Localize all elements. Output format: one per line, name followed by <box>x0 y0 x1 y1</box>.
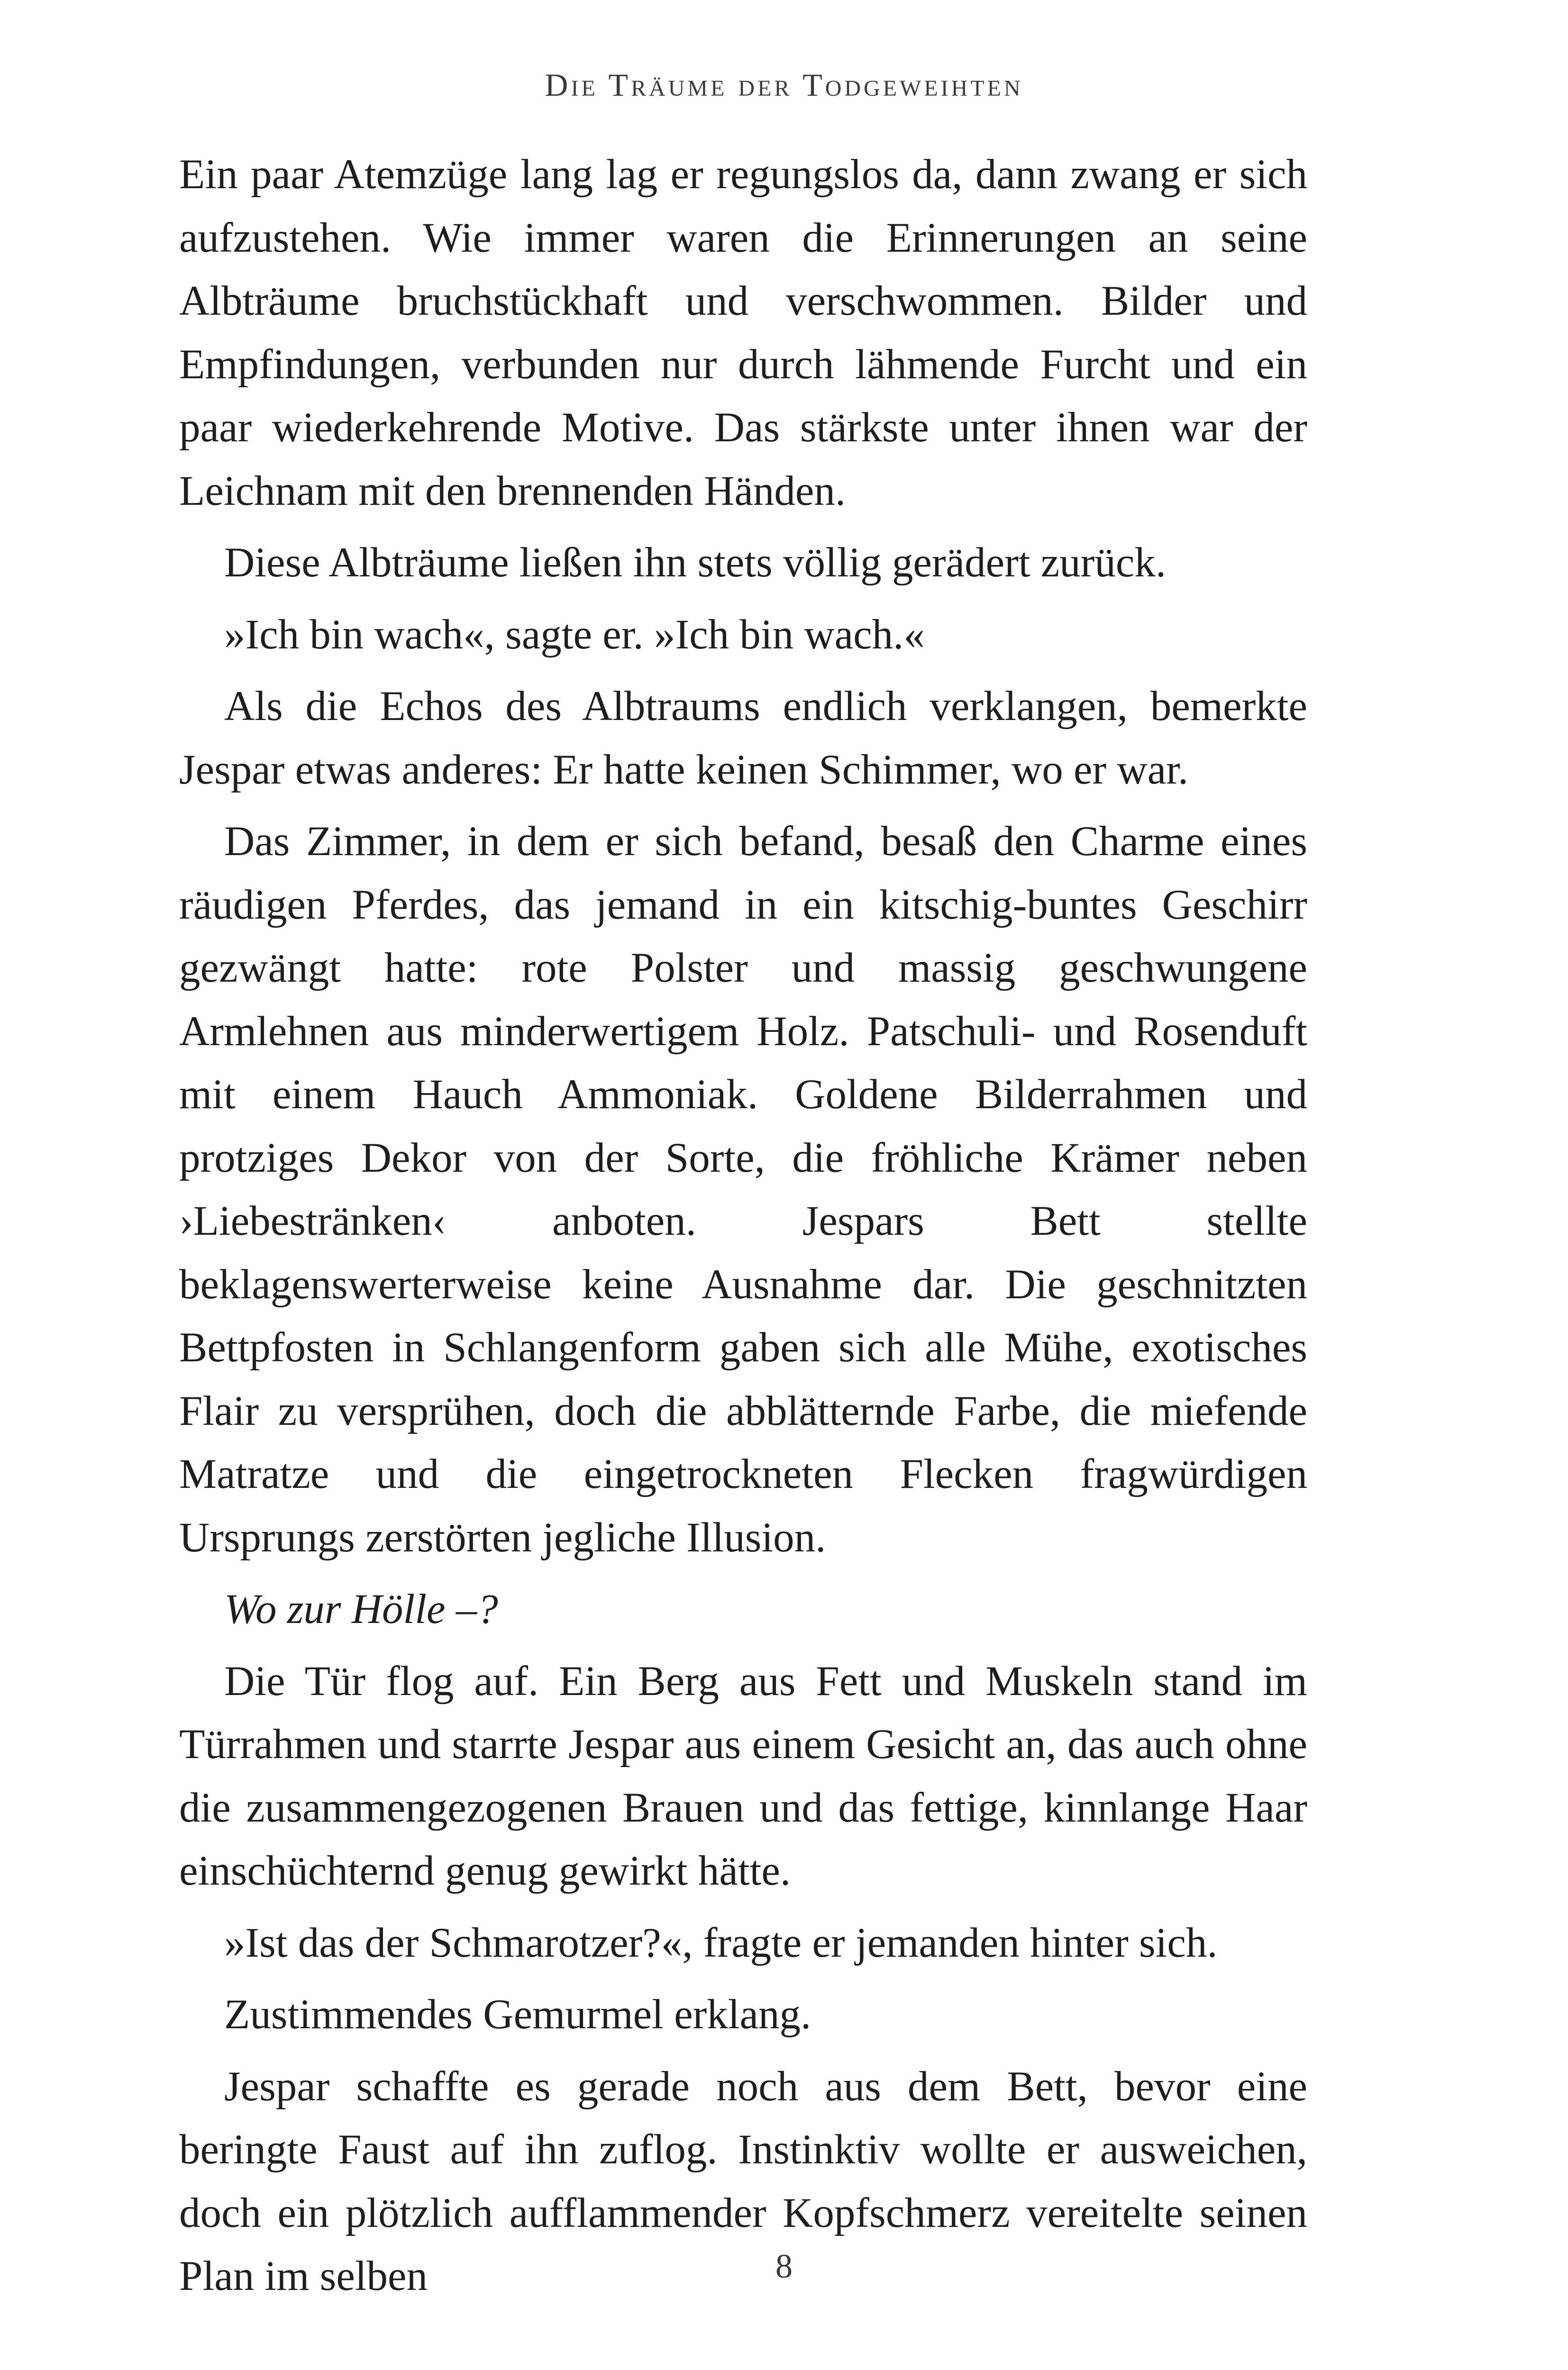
page-number: 8 <box>775 2247 793 2285</box>
body-text <box>179 143 1307 2317</box>
paragraph: Als die Echos des Albtraums endlich verklangen, bemerkte Jespar etwas anderes: Er hatte keinen Schimmer, wo er war. <box>179 683 1307 793</box>
running-header: Die Träume der Todgeweihten <box>545 67 1023 103</box>
italic-paragraph: Wo zur Hölle –? <box>224 1586 498 1632</box>
paragraph: »Ich bin wach«, sagte er. »Ich bin wach.« <box>224 611 925 658</box>
paragraph: »Ist das der Schmarotzer?«, fragte er jemanden hinter sich. <box>224 1919 1218 1966</box>
paragraph: Diese Albträume ließen ihn stets völlig gerädert zurück. <box>224 539 1167 586</box>
paragraph: Ein paar Atemzüge lang lag er regungslos da, dann zwang er sich aufzustehen. Wie immer waren die Erinnerungen an seine Albträume bruchstückhaft und verschwommen. Bilder und Empfindungen, verbunden nur durch lähmende Furcht und ein paar wiederkehrende Motive. Das stärkste unter ihnen war der Leichnam mit den brennenden Händen. <box>179 151 1307 514</box>
paragraph: Zustimmendes Gemurmel erklang. <box>224 1991 811 2038</box>
paragraph: Das Zimmer, in dem er sich befand, besaß den Charme eines räudigen Pferdes, das jemand in ein kitschig-buntes Geschirr gezwängt hatte: rote Polster und massig geschwungene Armlehnen aus minderwertigem Holz. Patschuli- und Rosenduft mit einem Hauch Ammoniak. Goldene Bilderrahmen und protziges Dekor von der Sorte, die fröhliche Krämer neben ›Liebestränken‹ anboten. Jespars Bett stellte beklagenswerterweise keine Ausnahme dar. Die geschnitzten Bettpfosten in Schlangenform gaben sich alle Mühe, exotisches Flair zu versprühen, doch die abblätternde Farbe, die miefende Matratze und die eingetrockneten Flecken fragwürdigen Ursprungs zerstörten jegliche Illusion. <box>179 818 1307 1561</box>
paragraph: Jespar schaffte es gerade noch aus dem Bett, bevor eine beringte Faust auf ihn zuflog. Instinktiv wollte er ausweichen, doch ein plötzlich aufflammender Kopfschmerz vereitelte seinen Plan im selben <box>179 2063 1307 2299</box>
paragraph: Die Tür flog auf. Ein Berg aus Fett und Muskeln stand im Türrahmen und starrte Jespar aus einem Gesicht an, das auch ohne die zusammengezogenen Brauen und das fettige, kinnlange Haar einschüchternd genug gewirkt hätte. <box>179 1658 1307 1894</box>
